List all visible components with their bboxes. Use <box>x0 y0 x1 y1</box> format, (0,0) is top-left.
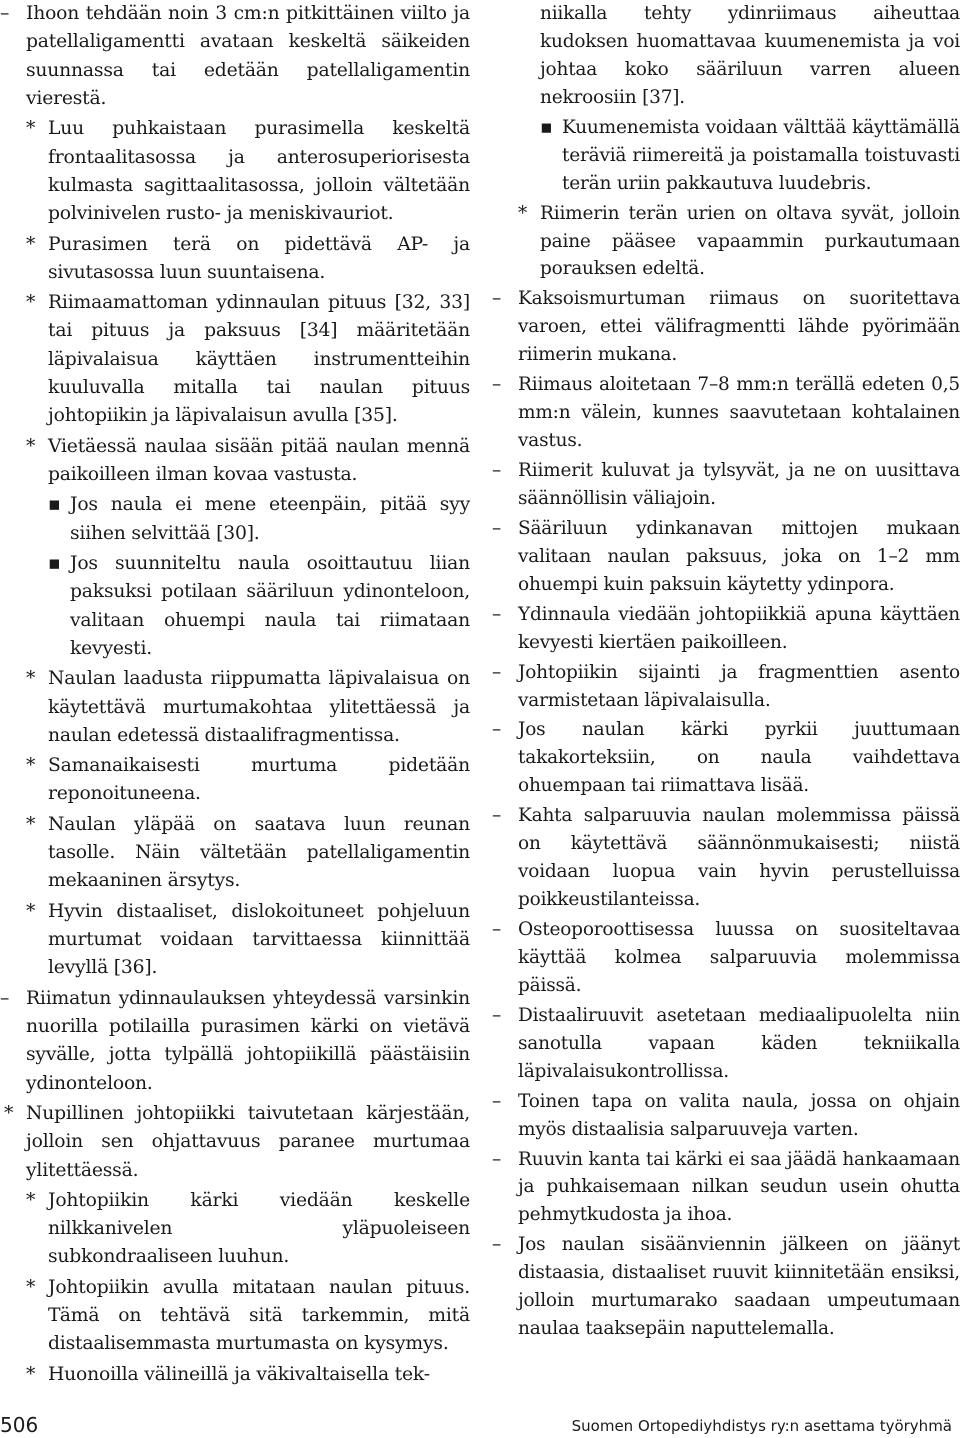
list-item-text: Ihoon tehdään noin 3 cm:n pitkittäinen viilto ja patellaligamentti avataan keskeltä säikeiden suunnassa tai edetään patellaligamentin vierestä. <box>26 3 470 109</box>
list-item <box>492 371 960 455</box>
list-item <box>0 0 470 113</box>
list-item <box>0 898 470 983</box>
dash-bullet: – <box>492 460 502 481</box>
asterisk-bullet: * <box>26 118 36 140</box>
list-item-text: Naulan yläpää on saatava luun reunan tasolle. Näin vältetään patellaligamentin mekaaninen ärsytys. <box>48 813 470 892</box>
list-item <box>0 1361 470 1389</box>
asterisk-bullet: * <box>26 1189 36 1211</box>
list-item-text: Huonoilla välineillä ja väkivaltaisella tek- <box>48 1363 430 1385</box>
list-item-text: Riimerin terän urien on oltava syvät, jolloin paine pääsee vapaammin purkautumaan porauksen edeltä. <box>540 202 960 280</box>
list-item-text: Johtopiikin avulla mitataan naulan pituus. Tämä on tehtävä sitä tarkemmin, mitä distaalisemmasta murtumasta on kysymys. <box>48 1276 470 1355</box>
left-column <box>0 0 470 1389</box>
list-item <box>492 916 960 1000</box>
list-item <box>0 1274 470 1359</box>
dash-bullet: – <box>492 719 502 741</box>
list-item-text: Riimaus aloitetaan 7–8 mm:n terällä edeten 0,5 mm:n välein, kunnes saavutetaan kohtalainen vastus. <box>518 374 960 452</box>
dash-bullet: – <box>0 3 10 24</box>
dash-bullet: – <box>492 288 502 310</box>
list-item-text: Jos suunniteltu naula osoittautuu liian paksuksi potilaan sääriluun ydinonteloon, valitaan ohuempi naula tai riimataan kevyesti. <box>70 552 470 659</box>
list-item-text: Jos naulan sisäänviennin jälkeen on jäänyt distaasia, distaaliset ruuvit kiinnitetään ensiksi, jolloin murtumarako saadaan umpeutumaan naulaa taaksepäin naputtelemalla. <box>518 1234 960 1340</box>
dash-bullet: – <box>492 1004 502 1026</box>
list-item-text: niikalla tehty ydinriimaus aiheuttaa kudoksen huomattavaa kuumenemista ja voi johtaa koko sääriluun varren alueen nekroosiin [37]. <box>540 3 960 108</box>
list-item-text: Kaksoismurtuman riimaus on suoritettava varoen, ettei välifragmentti lähde pyörimään riimerin mukana. <box>518 288 960 366</box>
list-item-text: Jos naulan kärki pyrkii juuttumaan takakorteksiin, on naula vaihdettava ohuempaan tai riimattava lisää. <box>518 719 960 797</box>
publisher-credit: Suomen Ortopediyhdistys ry:n asettama työryhmä <box>571 1417 952 1435</box>
asterisk-bullet: * <box>26 668 36 690</box>
list-item <box>492 802 960 914</box>
list-item <box>0 231 470 288</box>
square-bullet-icon: ▪ <box>48 552 61 574</box>
list-item-text: Distaaliruuvit asetetaan mediaalipuolelta niin sanotulla vapaan käden tekniikalla läpivalaisukontrollissa. <box>518 1004 960 1082</box>
list-item <box>492 515 960 599</box>
list-item-text: Luu puhkaistaan purasimella keskeltä frontaalitasossa ja anterosuperiorisesta kulmasta sagittaalitasossa, jolloin vältetään polvinivelen rusto- ja meniskivauriot. <box>48 118 470 225</box>
list-item-text: Ruuvin kanta tai kärki ei saa jäädä hankaamaan ja puhkaisemaan nilkan seudun usein ohutta pehmytkudosta ja ihoa. <box>518 1148 960 1226</box>
asterisk-bullet: * <box>26 813 36 835</box>
list-item <box>0 550 470 663</box>
list-item <box>492 601 960 657</box>
list-item-text: Riimerit kuluvat ja tylsyvät, ja ne on uusittava säännöllisin väliajoin. <box>518 460 960 509</box>
asterisk-bullet: * <box>26 1363 36 1385</box>
asterisk-bullet: * <box>26 900 36 922</box>
list-item-text: Riimatun ydinnaulauksen yhteydessä varsinkin nuorilla potilailla purasimen kärki on vietävä syvälle, jotta tylpällä johtopiikillä päästäisiin ydinonteloon. <box>26 987 470 1094</box>
asterisk-bullet: * <box>26 233 36 255</box>
list-item-text: Purasimen terä on pidettävä AP- ja sivutasossa luun suuntaisena. <box>48 233 470 283</box>
list-item-text: Naulan laadusta riippumatta läpivalaisua on käytettävä murtumakohtaa ylitettäessä ja naulan edetessä distaalifragmentissa. <box>48 668 470 746</box>
list-item <box>492 1231 960 1343</box>
list-item-text: Vietäessä naulaa sisään pitää naulan mennä paikoilleen ilman kovaa vastusta. <box>48 435 470 485</box>
list-item <box>0 289 470 431</box>
list-item <box>0 665 470 750</box>
list-item-text: Osteoporoottisessa luussa on suositeltavaa käyttää kolmea salparuuvia molemmissa päissä. <box>518 919 960 996</box>
list-item <box>492 457 960 513</box>
list-item <box>492 1146 960 1230</box>
list-item-text: Nupillinen johtopiikki taivutetaan kärjestään, jolloin sen ohjattavuus paranee murtumaa ylitettäessä. <box>26 1102 470 1181</box>
dash-bullet: – <box>492 1234 502 1256</box>
dash-bullet: – <box>492 805 502 827</box>
page-footer <box>0 1412 960 1438</box>
list-item-text: Johtopiikin kärki viedään keskelle nilkkanivelen yläpuoleiseen subkondraaliseen luuhun. <box>48 1189 470 1268</box>
asterisk-bullet: * <box>4 1102 14 1124</box>
list-item <box>0 752 470 809</box>
dash-bullet: – <box>0 987 10 1009</box>
page-number: 506 <box>0 1413 39 1437</box>
list-item-text: Ydinnaula viedään johtopiikkiä apuna käyttäen kevyesti kiertäen paikoilleen. <box>518 603 960 653</box>
list-item <box>492 1088 960 1144</box>
asterisk-bullet: * <box>26 755 36 777</box>
list-item-text: Kahta salparuuvia naulan molemmissa päissä on käytettävä säännönmukaisesti; niistä voidaan luopua vain hyvin perustelluissa poikkeustilanteissa. <box>518 805 960 911</box>
list-item <box>492 200 960 284</box>
dash-bullet: – <box>492 919 502 940</box>
dash-bullet: – <box>492 1090 502 1112</box>
list-item <box>492 716 960 800</box>
right-column <box>492 0 960 1343</box>
list-item-text: Samanaikaisesti murtuma pidetään reponoituneena. <box>48 755 470 805</box>
list-item-text: Sääriluun ydinkanavan mittojen mukaan valitaan naulan paksuus, joka on 1–2 mm ohuempi kuin paksuin käytetty ydinpora. <box>518 517 960 595</box>
dash-bullet: – <box>492 374 502 396</box>
list-item <box>492 659 960 715</box>
list-item <box>0 491 470 548</box>
list-item <box>0 811 470 896</box>
asterisk-bullet: * <box>26 435 36 457</box>
list-item-text: Jos naula ei mene eteenpäin, pitää syy siihen selvittää [30]. <box>70 494 470 544</box>
square-bullet-icon: ▪ <box>48 494 61 516</box>
square-bullet-icon: ▪ <box>540 116 553 138</box>
list-item <box>0 433 470 490</box>
list-item <box>0 1187 470 1272</box>
list-item-text: Toinen tapa on valita naula, jossa on ohjain myös distaalisia salparuuveja varten. <box>518 1090 960 1140</box>
list-item <box>492 114 960 198</box>
list-item <box>0 1100 470 1185</box>
dash-bullet: – <box>492 603 502 625</box>
list-item-text: Riimaamattoman ydinnaulan pituus [32, 33] tai pituus ja paksuus [34] määritetään läpivalaisua käyttäen instrumentteihin kuuluvalla mitalla tai naulan pituus johtopiikin ja läpivalaisun avulla [35]. <box>48 292 470 427</box>
dash-bullet: – <box>492 661 502 683</box>
dash-bullet: – <box>492 517 502 539</box>
asterisk-bullet: * <box>26 1276 36 1298</box>
list-item-text: Johtopiikin sijainti ja fragmenttien asento varmistetaan läpivalaisulla. <box>518 661 960 711</box>
dash-bullet: – <box>492 1148 502 1170</box>
asterisk-bullet: * <box>518 202 528 224</box>
list-item <box>0 985 470 1098</box>
list-item <box>0 115 470 228</box>
list-item-text: Hyvin distaaliset, dislokoituneet pohjeluun murtumat voidaan tarvittaessa kiinnittää levyllä [36]. <box>48 900 470 979</box>
list-item-text: Kuumenemista voidaan välttää käyttämällä teräviä riimereitä ja poistamalla toistuvasti terän uriin pakkautuva luudebris. <box>562 116 960 194</box>
list-item <box>492 0 960 112</box>
list-item <box>492 1002 960 1086</box>
asterisk-bullet: * <box>26 292 36 314</box>
list-item <box>492 285 960 369</box>
